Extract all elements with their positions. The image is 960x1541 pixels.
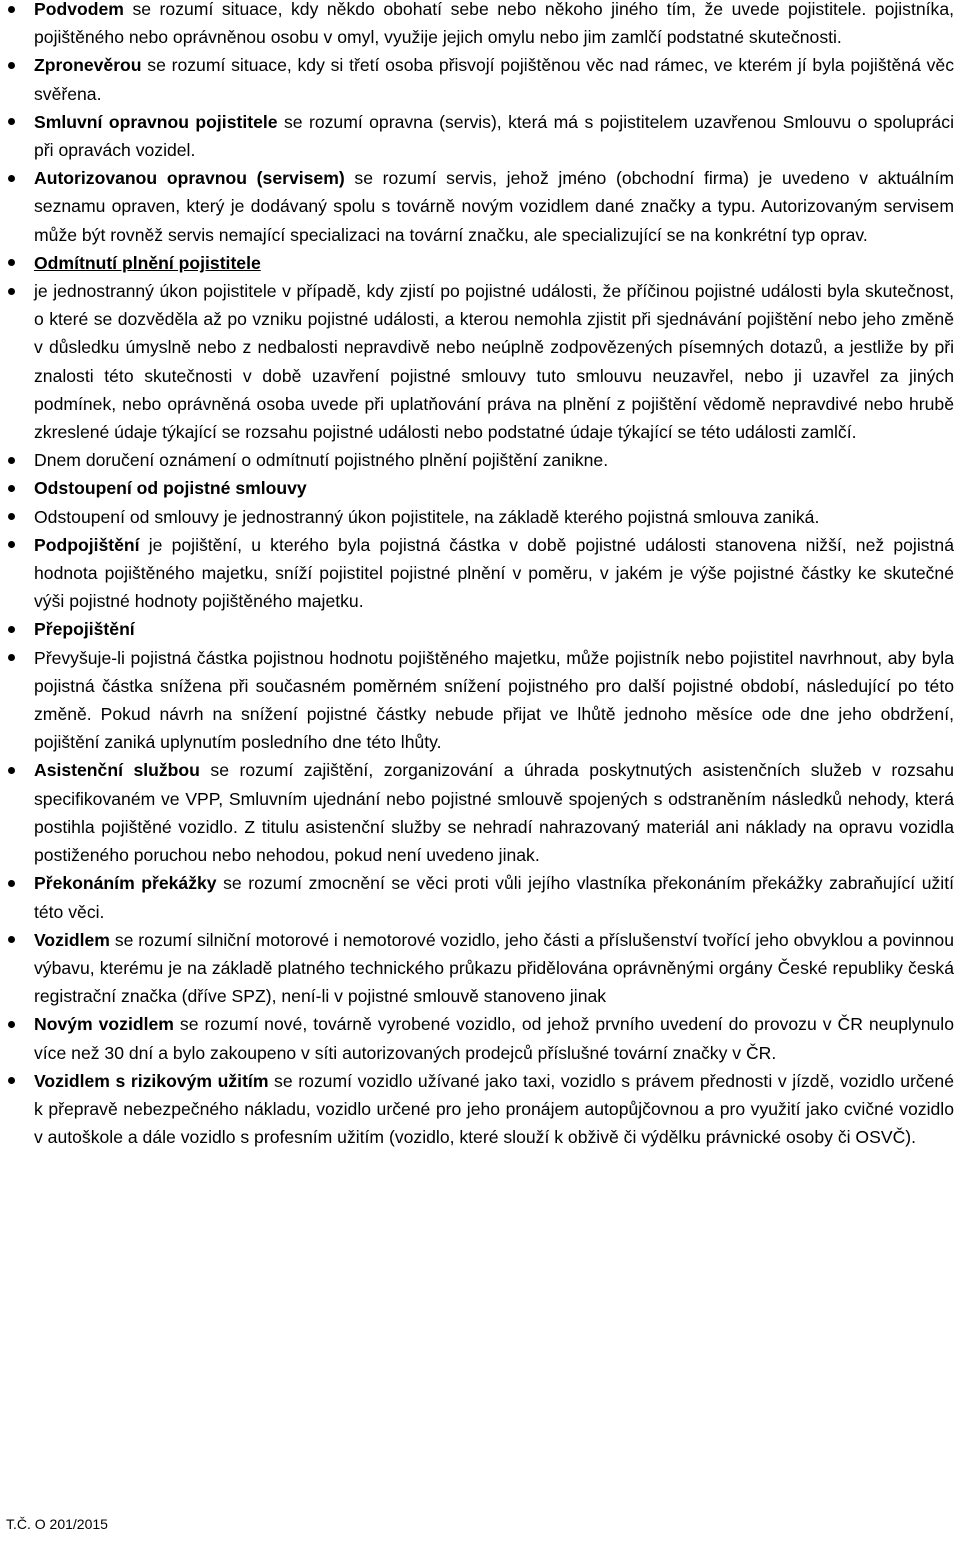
list-item [0,1010,960,1066]
definition: je pojištění, u kterého byla pojistná částka v době pojistné události stanovena nižší, než pojistná hodnota pojištěného majetku, sníží pojistitel pojistné plnění v poměru, v jakém je výše pojistné částky ke skutečné výši pojistné hodnoty pojištěného majetku. [34,534,954,612]
list-item [0,756,960,869]
bullet-icon [8,485,15,492]
list-item [0,531,960,616]
bullet-icon [8,626,15,633]
list-item [0,249,960,277]
term: Zpronevěrou [34,55,142,76]
term: Odmítnutí plnění pojistitele [34,252,261,273]
bullet-icon [8,654,15,661]
list-item [0,869,960,925]
list-item [0,474,960,502]
bullet-icon [8,457,15,464]
definition: se rozumí servis, jehož jméno (obchodní firma) je uvedeno v aktuálním seznamu opraven, který je dodávaný spolu s továrně novým vozidlem dané značky a typu. Autorizovaným servisem může být rovněž servis nemající specializaci na tovární značku, ale specializující se na konkrétní typ oprav. [34,168,954,245]
list-item [0,51,960,107]
list-item [0,277,960,446]
term: Přepojištění [34,619,135,640]
definition: se rozumí opravna (servis), která má s pojistitelem uzavřenou Smlouvu o spolupráci při opravách vozidel. [34,111,954,161]
term: Podpojištění [34,534,140,555]
term: Podvodem [34,0,124,19]
bullet-icon [8,118,15,125]
list-item [0,446,960,474]
bullet-icon [8,541,15,548]
definition: se rozumí situace, kdy někdo obohatí sebe nebo někoho jiného tím, že uvede pojistitele. pojistníka, pojištěného nebo oprávněnou osobu v omyl, využije jejich omylu nebo jim zamlčí podstatné skutečnosti. [34,0,954,48]
definition: se rozumí nové, továrně vyrobené vozidlo, od jehož prvního uvedení do provozu v ČR neuplynulo více než 30 dní a bylo zakoupeno v síti autorizovaných prodejců příslušné tovární značky v ČR. [34,1014,954,1063]
list-item [0,615,960,643]
term: Vozidlem s rizikovým užitím [34,1070,269,1091]
bullet-icon [8,936,15,943]
term: Novým vozidlem [34,1014,174,1035]
bullet-icon [8,1021,15,1028]
definition: se rozumí vozidlo užívané jako taxi, vozidlo s právem přednosti v jízdě, vozidlo určené k přepravě nebezpečného nákladu, vozidlo určené pro jeho pronájem autopůjčovnou a pro využití jako cvičné vozidlo v autoškole a dále vozidlo s profesním užitím (vozidlo, které slouží k obživě či výdělku právnické osoby či OSVČ). [34,1070,954,1148]
bullet-icon [8,767,15,774]
bullet-icon [8,1077,15,1084]
list-item [0,164,960,249]
bullet-icon [8,259,15,266]
list-item [0,503,960,531]
definition: je jednostranný úkon pojistitele v případě, kdy zjistí po pojistné události, že příčinou pojistné události byla skutečnost, o které se dozvěděla až po vzniku pojistné události, a kterou nemohla zjistit při sjednávání pojištění nebo jeho změně v důsledku úmyslně nebo z nedbalosti nepravdivě nebo neúplně zodpovězených písemných dotazů, a jestliže by při znalosti této skutečnosti v době uzavření pojistné smlouvy tuto smlouvu neuzavřel, nebo ji uzavřel za jiných podmínek, nebo oprávněná osoba uvede při uplatňování práva na plnění z pojištění vědomě nepravdivé nebo hrubě zkreslené údaje týkající se rozsahu pojistné události nebo podstatné údaje týkající se této události zamlčí. [34,281,954,443]
definition: Odstoupení od smlouvy je jednostranný úkon pojistitele, na základě kterého pojistná smlouva zaniká. [34,506,820,527]
list-item [0,108,960,164]
term: Vozidlem [34,929,110,950]
term: Překonáním překážky [34,873,217,894]
definition: se rozumí silniční motorové i nemotorové vozidlo, jeho části a příslušenství tvořící jeho obvyklou a povinnou výbavu, kterému je na základě platného technického průkazu přidělována oprávněnými orgány České republiky česká registrační značka (dříve SPZ), není-li v pojistné smlouvě stanoveno jinak [34,929,954,1007]
list-item [0,1067,960,1152]
bullet-icon [8,175,15,182]
document-code: T.Č. O 201/2015 [6,1516,108,1532]
term: Smluvní opravnou pojistitele [34,111,278,132]
list-item [0,926,960,1011]
term: Odstoupení od pojistné smlouvy [34,478,307,499]
term: Asistenční službou [34,760,200,781]
definition: Převyšuje-li pojistná částka pojistnou hodnotu pojištěného majetku, může pojistník nebo pojistitel navrhnout, aby byla pojistná částka snížena při současném poměrném snížení pojistného pro další pojistné období, následující po této změně. Pokud návrh na snížení pojistné částky nebude přijat ve lhůtě jednoho měsíce ode dne jeho obdržení, pojištění zaniká uplynutím posledního dne této lhůty. [34,647,954,753]
bullet-icon [8,513,15,520]
definition: se rozumí zajištění, zorganizování a úhrada poskytnutých asistenčních služeb v rozsahu specifikovaném ve VPP, Smluvním ujednání nebo pojistné smlouvě spojených s odstraněním následků nehody, která postihla pojištěné vozidlo. Z titulu asistenční služby se nehradí nahrazovaný materiál ani náklady na opravu vozidla postiženého poruchou nebo nehodou, pokud není uvedeno jinak. [34,760,954,866]
definition: se rozumí zmocnění se věci proti vůli jejího vlastníka překonáním překážky zabraňující užití této věci. [34,873,954,922]
list-item [0,644,960,757]
bullet-icon [8,880,15,887]
bullet-icon [8,6,15,13]
bullet-icon [8,62,15,69]
definition: Dnem doručení oznámení o odmítnutí pojistného plnění pojištění zanikne. [34,450,609,471]
term: Autorizovanou opravnou (servisem) [34,168,345,189]
definition: se rozumí situace, kdy si třetí osoba přisvojí pojištěnou věc nad rámec, ve kterém jí byla pojištěná věc svěřena. [34,55,954,104]
bullet-icon [8,288,15,295]
list-item [0,0,960,51]
